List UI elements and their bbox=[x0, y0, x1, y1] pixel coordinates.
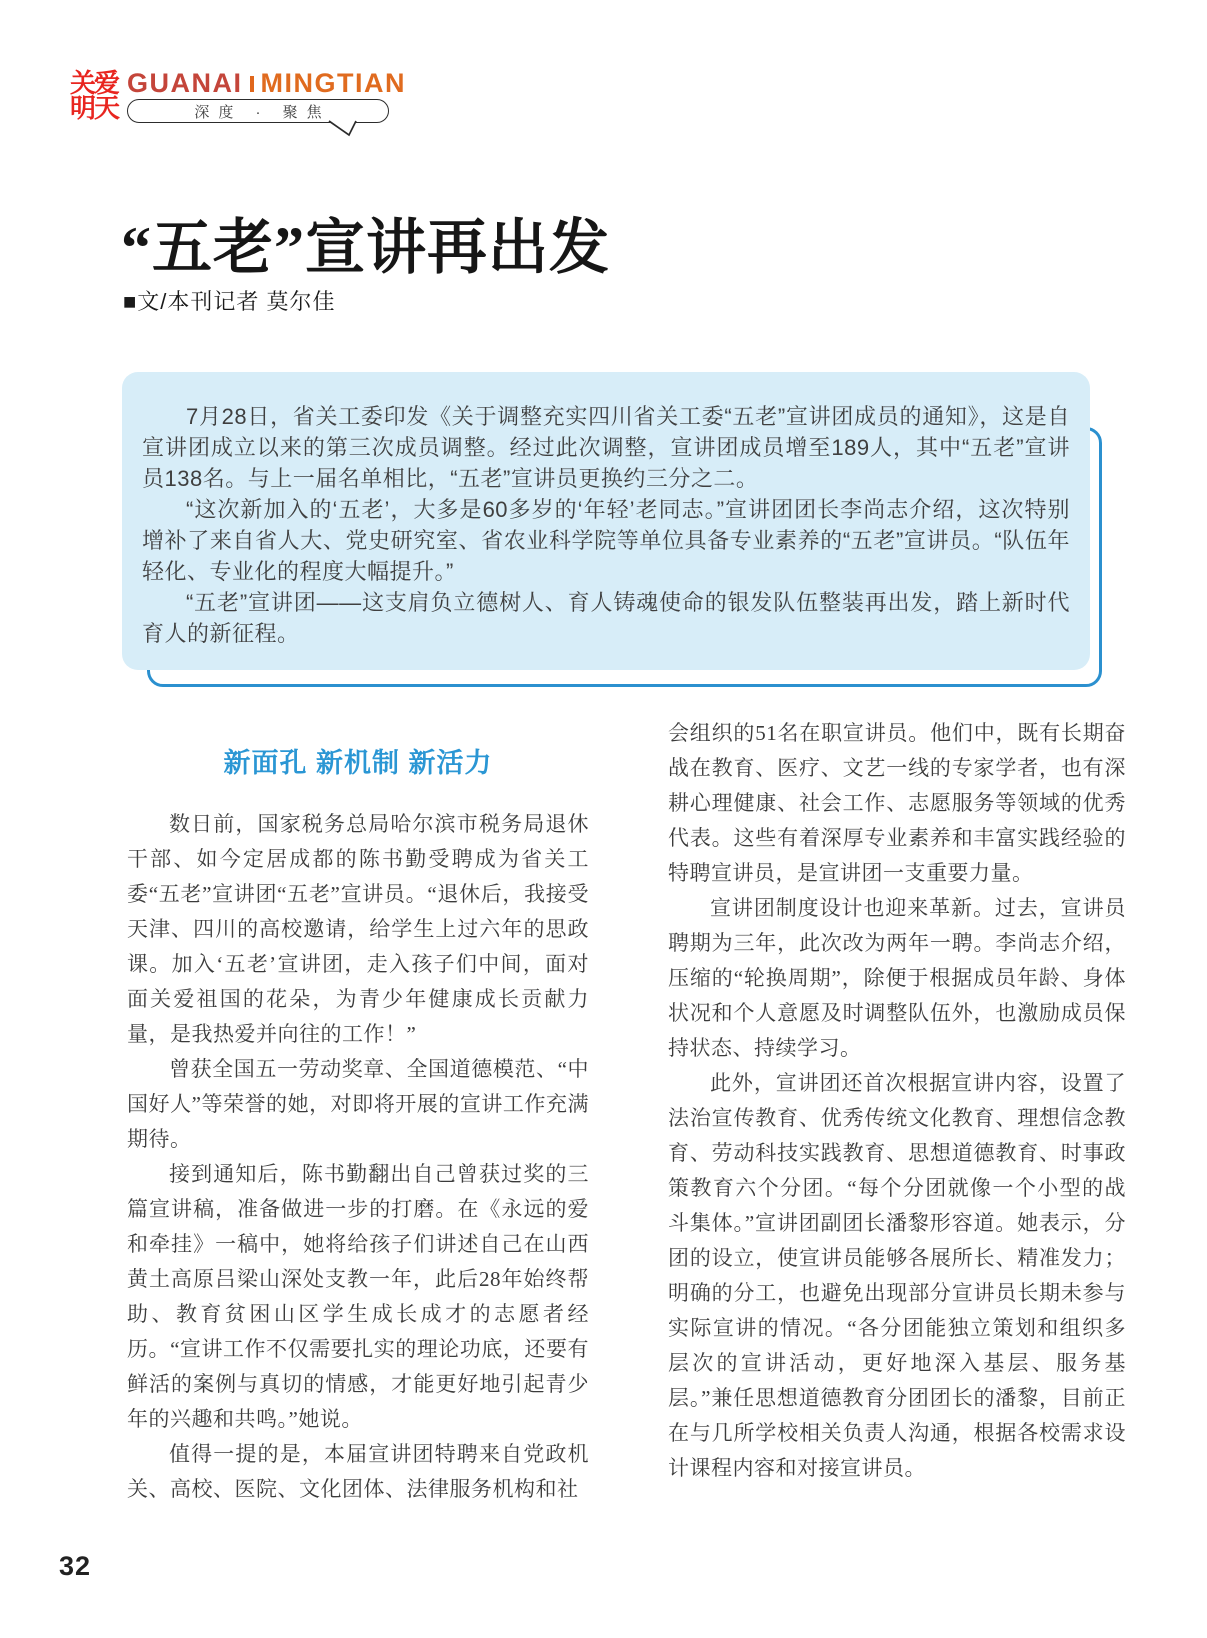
body-paragraph: 宣讲团制度设计也迎来革新。过去，宣讲员聘期为三年，此次改为两年一聘。李尚志介绍，压缩的“轮换周期”，除便于根据成员年龄、身体状况和个人意愿及时调整队伍外，也激励成员保持状态、持续学习。 bbox=[668, 896, 1126, 1060]
magazine-logo bbox=[70, 68, 119, 123]
speech-bubble-tail-icon bbox=[328, 120, 362, 138]
lead-box bbox=[122, 372, 1090, 670]
article-byline: ■文/本刊记者 莫尔佳 bbox=[123, 289, 336, 314]
logo-separator bbox=[250, 76, 254, 92]
lead-paragraph: “五老”宣讲团——这支肩负立德树人、育人铸魂使命的银发队伍整装再出发，踏上新时代育人的新征程。 bbox=[142, 590, 1070, 646]
body-paragraph: 此外，宣讲团还首次根据宣讲内容，设置了法治宣传教育、优秀传统文化教育、理想信念教育、劳动科技实践教育、思想道德教育、时事政策教育六个分团。“每个分团就像一个小型的战斗集体。”宣讲团副团长潘黎形容道。她表示，分团的设立，使宣讲员能够各展所长、精准发力；明确的分工，也避免出现部分宣讲员长期未参与实际宣讲的情况。“各分团能独立策划和组织多层次的宣讲活动，更好地深入基层、服务基层。”兼任思想道德教育分团团长的潘黎，目前正在与几所学校相关负责人沟通，根据各校需求设计课程内容和对接宣讲员。 bbox=[668, 1071, 1126, 1480]
body-paragraph: 会组织的51名在职宣讲员。他们中，既有长期奋战在教育、医疗、文艺一线的专家学者，也有深耕心理健康、社会工作、志愿服务等领域的优秀代表。这些有着深厚专业素养和丰富实践经验的特聘宣讲员，是宣讲团一支重要力量。 bbox=[668, 721, 1126, 885]
body-paragraph: 数日前，国家税务总局哈尔滨市税务局退休干部、如今定居成都的陈书勤受聘成为省关工委“五老”宣讲团“五老”宣讲员。“退休后，我接受天津、四川的高校邀请，给学生上过六年的思政课。加入‘五老’宣讲团，走入孩子们中间，面对面关爱祖国的花朵，为青少年健康成长贡献力量，是我热爱并向往的工作！” bbox=[127, 812, 589, 1046]
body-column-left bbox=[127, 700, 589, 1507]
logo-cn-line2: 明天 bbox=[70, 93, 119, 123]
body-column-right bbox=[668, 716, 1126, 1486]
section-heading: 新面孔 新机制 新活力 bbox=[223, 748, 493, 778]
body-paragraph: 值得一提的是，本届宣讲团特聘来自党政机关、高校、医院、文化团体、法律服务机构和社 bbox=[127, 1442, 589, 1501]
body-paragraph: 接到通知后，陈书勤翻出自己曾获过奖的三篇宣讲稿，准备做进一步的打磨。在《永远的爱和牵挂》一稿中，她将给孩子们讲述自己在山西黄土高原吕梁山深处支教一年，此后28年始终帮助、教育贫困山区学生成长成才的志愿者经历。“宣讲工作不仅需要扎实的理论功底，还要有鲜活的案例与真切的情感，才能更好地引起青少年的兴趣和共鸣。”她说。 bbox=[127, 1162, 589, 1431]
logo-wordmark-right: MINGTIAN bbox=[260, 68, 406, 98]
page-number: 32 bbox=[59, 1551, 92, 1581]
logo-wordmark bbox=[127, 68, 406, 99]
logo-cn-line1: 关爱 bbox=[70, 68, 119, 98]
lead-paragraph: “这次新加入的‘五老’，大多是60多岁的‘年轻’老同志。”宣讲团团长李尚志介绍，这次特别增补了来自省人大、党史研究室、省农业科学院等单位具备专业素养的“五老”宣讲员。“队伍年轻化、专业化的程度大幅提升。” bbox=[142, 497, 1070, 584]
body-paragraph: 曾获全国五一劳动奖章、全国道德模范、“中国好人”等荣誉的她，对即将开展的宣讲工作充满期待。 bbox=[127, 1057, 589, 1151]
section-tagline-text: 深度 · 聚焦 bbox=[194, 103, 331, 121]
lead-paragraph: 7月28日，省关工委印发《关于调整充实四川省关工委“五老”宣讲团成员的通知》，这是自宣讲团成立以来的第三次成员调整。经过此次调整，宣讲团成员增至189人，其中“五老”宣讲员138名。与上一届名单相比，“五老”宣讲员更换约三分之二。 bbox=[142, 404, 1070, 491]
logo-wordmark-left: GUANAI bbox=[127, 68, 243, 98]
article-title: “五老”宣讲再出发 bbox=[121, 215, 610, 281]
